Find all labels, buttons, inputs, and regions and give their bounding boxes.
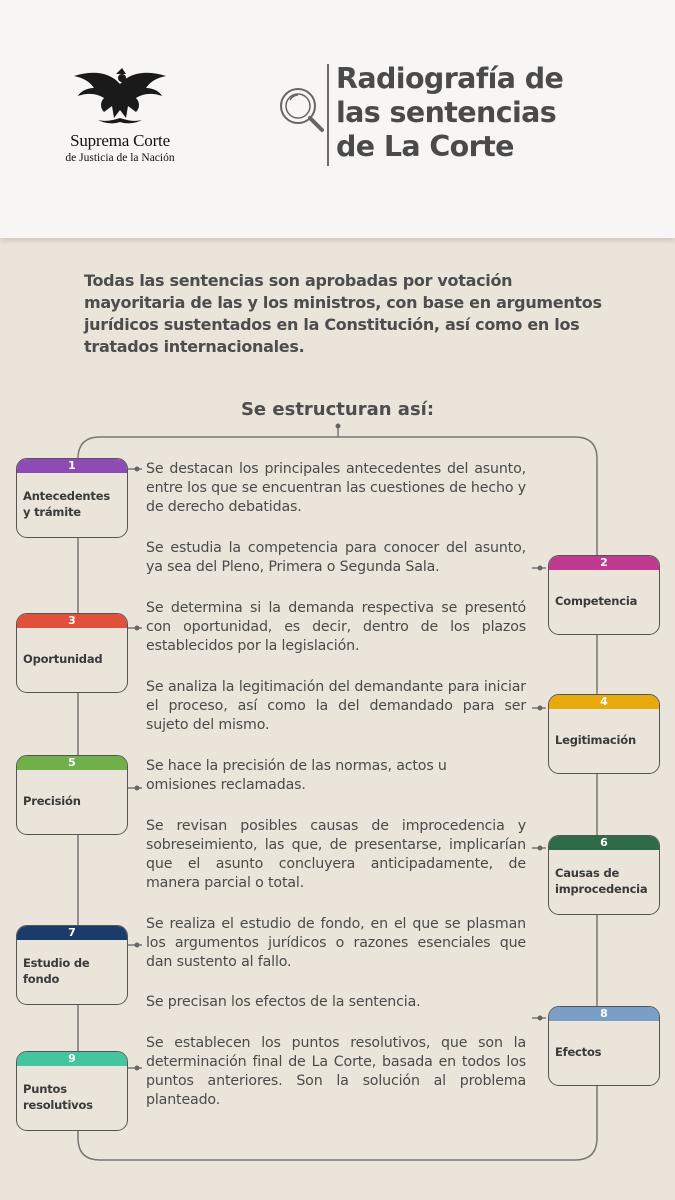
step-7-description: Se realiza el estudio de fondo, en el que se plasman los argumentos jurídicos o razones esenciales que dan sustento al fallo.: [146, 916, 526, 970]
step-number: 5: [17, 756, 127, 770]
step-number: 3: [17, 614, 127, 628]
step-6-description: Se revisan posibles causas de improcedencia y sobreseimiento, las que, de presentarse, implicarían que el asunto concluyera anticipadamente, de manera parcial o total.: [146, 818, 526, 891]
title-line-1: Radiografía de: [336, 62, 564, 95]
step-8-box: [548, 1006, 660, 1086]
step-label: Antecedentes y trámite: [23, 489, 110, 519]
step-8-description: Se precisan los efectos de la sentencia.: [146, 994, 421, 1010]
step-3-box: [16, 613, 128, 693]
step-number: 4: [549, 695, 659, 709]
step-number: 9: [17, 1052, 127, 1066]
step-label: Oportunidad: [23, 652, 103, 666]
step-9-description: Se establecen los puntos resolutivos, que son la determinación final de La Corte, basada en todos los puntos anteriores. Son la solución al problema planteado.: [146, 1035, 526, 1108]
title-line-2: las sentencias: [336, 96, 557, 129]
step-5-description: Se hace la precisión de las normas, actos u omisiones reclamadas.: [146, 758, 447, 793]
step-6-box: [548, 835, 660, 915]
step-label: Puntos resolutivos: [23, 1082, 93, 1112]
step-number: 1: [17, 459, 127, 473]
step-label: Legitimación: [555, 733, 636, 747]
step-number: 2: [549, 556, 659, 570]
step-4-box: [548, 694, 660, 774]
step-label: Precisión: [23, 794, 81, 808]
step-2-description: Se estudia la competencia para conocer del asunto, ya sea del Pleno, Primera o Segunda Sala.: [146, 540, 526, 575]
step-number: 7: [17, 926, 127, 940]
step-label: Competencia: [555, 594, 638, 608]
title-line-3: de La Corte: [336, 130, 514, 163]
step-label: Estudio de fondo: [23, 956, 90, 986]
structure-heading: Se estructuran así:: [240, 399, 435, 420]
step-7-box: [16, 925, 128, 1005]
step-label: Efectos: [555, 1045, 602, 1059]
org-subtitle: de Justicia de la Nación: [65, 152, 175, 164]
step-1-description: Se destacan los principales antecedentes del asunto, entre los que se encuentran las cuestiones de hecho y de derecho debatidas.: [146, 461, 526, 515]
step-3-description: Se determina si la demanda respectiva se presentó con oportunidad, es decir, dentro de los plazos establecidos por la legislación.: [146, 600, 526, 654]
step-5-box: [16, 755, 128, 835]
step-number: 6: [549, 836, 659, 850]
intro-text: Todas las sentencias son aprobadas por votación mayoritaria de las y los ministros, con base en argumentos jurídicos sustentados en la Constitución, así como en los tratados internacionales.: [84, 271, 602, 356]
step-9-box: [16, 1051, 128, 1131]
step-number: 8: [549, 1007, 659, 1021]
step-4-description: Se analiza la legitimación del demandante para iniciar el proceso, así como la del demandado para ser sujeto del mismo.: [146, 679, 526, 733]
step-2-box: [548, 555, 660, 635]
step-label: Causas de improcedencia: [555, 866, 648, 896]
org-name: Suprema Corte: [70, 131, 170, 150]
step-1-box: [16, 458, 128, 538]
